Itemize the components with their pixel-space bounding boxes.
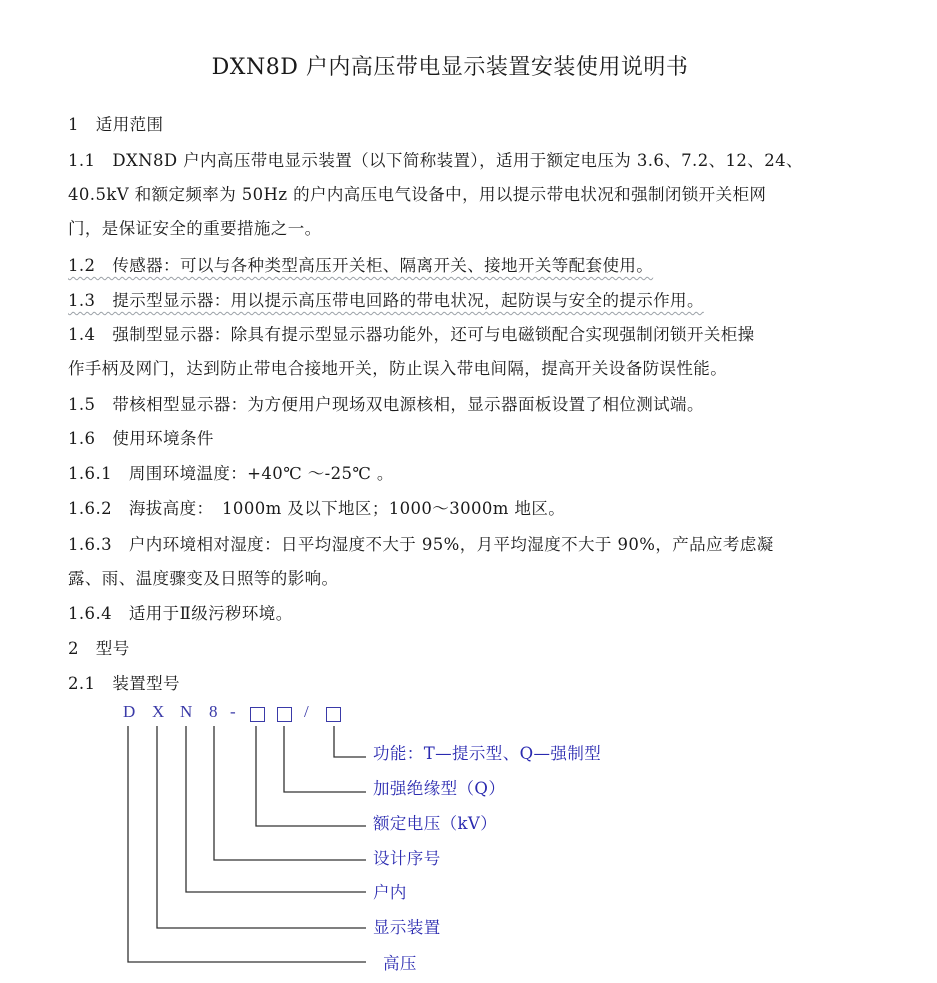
clause-1-6-4: 1.6.4 适用于Ⅱ级污秽环境。	[68, 604, 293, 623]
leader-function	[334, 726, 366, 757]
code-char-n: N	[180, 702, 193, 721]
leader-voltage	[256, 726, 366, 826]
leader-display	[157, 726, 366, 928]
code-char-d: D	[123, 702, 136, 721]
clause-1-2: 1.2 传感器：可以与各种类型高压开关柜、隔离开关、接地开关等配套使用。	[68, 256, 654, 275]
leader-high-voltage	[128, 726, 366, 962]
clause-1-1-line-2: 40.5kV 和额定频率为 50Hz 的户内高压电气设备中，用以提示带电状况和强制闭锁开关柜网	[68, 185, 767, 204]
clause-2-1: 2.1 装置型号	[68, 674, 180, 693]
section-2-heading: 2 型号	[68, 639, 130, 658]
code-box-voltage	[250, 707, 265, 722]
page-title: DXN8D 户内高压带电显示装置安装使用说明书	[211, 55, 689, 80]
clause-1-1-line-3: 门，是保证安全的重要措施之一。	[68, 219, 322, 238]
legend-design-number: 设计序号	[373, 849, 441, 868]
clause-1-6-3-line-2: 露、雨、温度骤变及日照等的影响。	[68, 569, 339, 588]
code-char-8: 8	[209, 702, 218, 721]
legend-rated-voltage: 额定电压（kV）	[373, 814, 498, 833]
legend-indoor: 户内	[373, 883, 407, 902]
clause-1-6: 1.6 使用环境条件	[68, 429, 214, 448]
code-char-x: X	[152, 702, 165, 721]
code-slash: /	[304, 702, 309, 721]
clause-1-4-line-1: 1.4 强制型显示器：除具有提示型显示器功能外，还可与电磁锁配合实现强制闭锁开关柜操	[68, 325, 755, 344]
legend-insulation: 加强绝缘型（Q）	[373, 779, 506, 798]
clause-1-6-3-line-1: 1.6.3 户内环境相对湿度：日平均湿度不大于 95%，月平均湿度不大于 90%，产品应考虑凝	[68, 535, 774, 554]
clause-1-5: 1.5 带核相型显示器：为方便用户现场双电源核相，显示器面板设置了相位测试端。	[68, 395, 704, 414]
clause-1-6-2: 1.6.2 海拔高度： 1000m 及以下地区；1000～3000m 地区。	[68, 499, 566, 518]
clause-1-1-line-1: 1.1 DXN8D 户内高压带电显示装置（以下简称装置），适用于额定电压为 3.6、7.2、12、24、	[68, 151, 803, 170]
leader-indoor	[186, 726, 366, 892]
section-1-heading: 1 适用范围	[68, 115, 164, 134]
code-box-function	[326, 707, 341, 722]
legend-function: 功能：T—提示型、Q—强制型	[373, 744, 602, 763]
clause-1-6-1: 1.6.1 周围环境温度：+40℃ ～-25℃ 。	[68, 464, 394, 483]
clause-1-4-line-2: 作手柄及网门，达到防止带电合接地开关，防止误入带电间隔，提高开关设备防误性能。	[68, 359, 728, 378]
leader-design-no	[214, 726, 366, 860]
legend-high-voltage: 高压	[383, 954, 417, 973]
clause-1-3: 1.3 提示型显示器：用以提示高压带电回路的带电状况，起防误与安全的提示作用。	[68, 291, 704, 310]
code-box-insulation	[277, 707, 292, 722]
legend-display-device: 显示装置	[373, 918, 441, 937]
leader-insulation	[284, 726, 366, 792]
code-dash: -	[230, 702, 236, 721]
